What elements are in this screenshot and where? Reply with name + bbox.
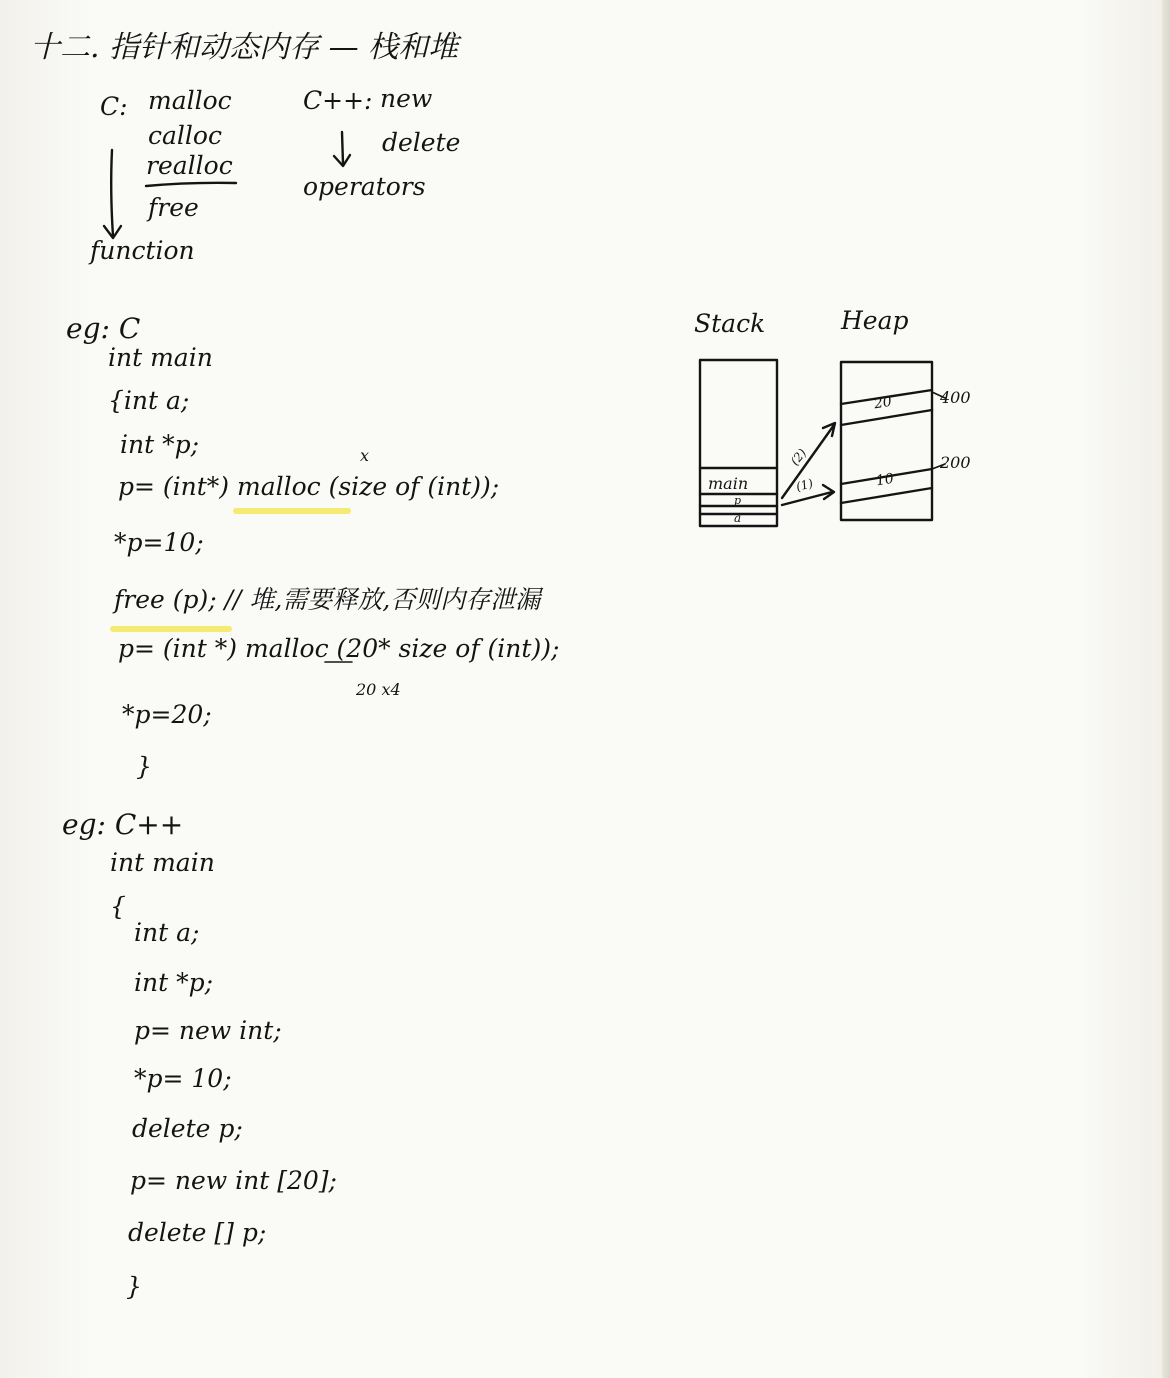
c-code-line: {int a;	[108, 386, 190, 415]
cpp-code-line: int a;	[134, 918, 200, 947]
stack-label: Stack	[694, 309, 766, 338]
cpp-item-new: new	[380, 84, 433, 113]
c-code-line: }	[136, 752, 152, 781]
cpp-code-line: int *p;	[134, 968, 214, 997]
example-c-heading: eg: C	[66, 312, 141, 345]
cpp-code-line: delete [] p;	[128, 1218, 267, 1247]
c-code-line: int main	[108, 343, 213, 372]
cpp-item-delete: delete	[382, 128, 461, 157]
stack-cell-a: a	[734, 511, 742, 525]
address-200: 200	[940, 453, 971, 472]
c-label: C:	[100, 92, 128, 121]
cpp-code-line: p= new int [20];	[130, 1166, 337, 1195]
c-item-malloc: malloc	[148, 86, 232, 115]
stack-cell-main: main	[708, 474, 749, 493]
cpp-code-line: p= new int;	[134, 1016, 282, 1045]
example-cpp-heading: eg: C++	[62, 808, 184, 841]
address-400: 400	[940, 388, 971, 407]
heap-label: Heap	[841, 306, 909, 335]
c-code-line: *p=10;	[114, 528, 204, 557]
heap-line	[841, 410, 932, 425]
realloc-underline	[146, 183, 236, 186]
arrow-label-1: (1)	[794, 476, 815, 494]
c-annotation-x: x	[360, 446, 370, 465]
c-item-realloc: realloc	[146, 151, 233, 180]
heap-value-20: 20	[872, 393, 893, 413]
stack-cell-p: p	[734, 494, 742, 507]
cpp-code-line: *p= 10;	[134, 1064, 232, 1093]
c-category: function	[90, 236, 195, 265]
cpp-category: operators	[303, 172, 426, 201]
cpp-label: C++:	[303, 86, 373, 115]
cpp-arrow-line	[342, 132, 343, 164]
heap-line	[841, 488, 932, 503]
c-item-calloc: calloc	[148, 121, 222, 150]
c-code-line: p= (int *) malloc (20* size of (int));	[118, 634, 560, 663]
heap-value-10: 10	[874, 470, 895, 490]
c-code-line: free (p); // 堆,需要释放,否则内存泄漏	[114, 585, 541, 614]
arrow-label-2: (2)	[787, 445, 810, 469]
c-annotation-20x4: 20 x4	[356, 680, 401, 699]
page-title: 十二. 指针和动态内存 — 栈和堆	[30, 30, 459, 65]
c-code-line: p= (int*) malloc (size of (int));	[118, 472, 500, 501]
c-code-line: *p=20;	[122, 700, 212, 729]
cpp-code-line: }	[126, 1272, 142, 1301]
c-arrow-line	[111, 150, 113, 236]
c-item-free: free	[148, 193, 199, 222]
cpp-code-line: {	[110, 892, 126, 921]
c-code-line: int *p;	[120, 430, 200, 459]
cpp-code-line: int main	[110, 848, 215, 877]
cpp-code-line: delete p;	[132, 1114, 243, 1143]
